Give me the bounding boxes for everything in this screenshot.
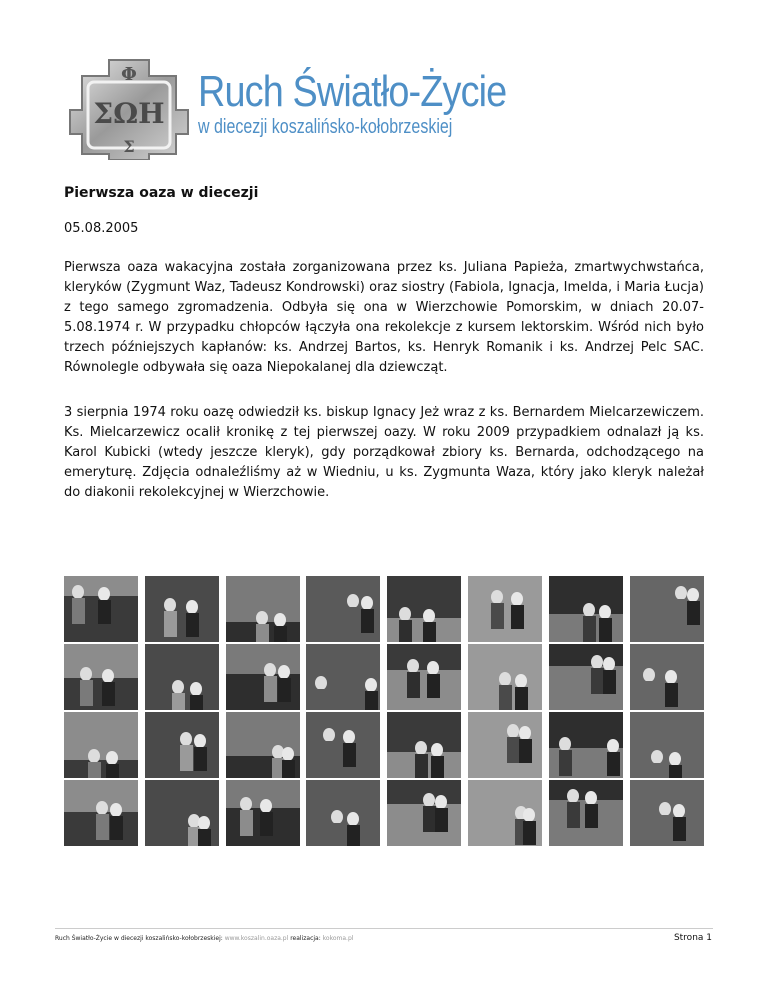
footer-site-name: Ruch Światło-Życie w diecezji koszalińsko-kołobrzeskiej: [55, 935, 223, 942]
article-title: Pierwsza oaza w diecezji [64, 185, 259, 201]
gallery-photo[interactable] [630, 576, 704, 642]
gallery-photo[interactable] [64, 712, 138, 778]
footer-credit-link[interactable]: kokoma.pl [322, 935, 354, 942]
brand-block [198, 67, 557, 138]
gallery-photo[interactable] [387, 780, 461, 846]
gallery-photo[interactable] [630, 780, 704, 846]
gallery-photo[interactable] [387, 644, 461, 710]
brand-title[interactable]: Ruch Światło-Życie [198, 67, 507, 116]
svg-text:ΣΩΗ: ΣΩΗ [93, 97, 165, 130]
gallery-photo[interactable] [549, 644, 623, 710]
footer-site-link[interactable]: www.koszalin.oaza.pl [224, 935, 289, 942]
gallery-photo[interactable] [549, 576, 623, 642]
article-paragraph: 3 sierpnia 1974 roku oazę odwiedził ks. biskup Ignacy Jeż wraz z ks. Bernardem Mielcarzewiczem. Ks. Mielcarzewicz ocalił kronikę z tej pierwszej oazy. W roku 2009 przypadkiem odnalazł ją ks. Karol Kubicki (wtedy jeszcze kleryk), gdy porządkował zbiory ks. Bernarda, odchodzącego na emeryturę. Zdjęcia odnaleźliśmy aż w Wiedniu, u ks. Zygmunta Waza, który jako kleryk należał do diakonii rekolekcyjnej w Wierzchowie. [64, 405, 704, 500]
page-number: Strona 1 [673, 933, 712, 943]
brand-subtitle: w diecezji koszalińsko-kołobrzeskiej [198, 116, 453, 138]
svg-text:Σ: Σ [123, 137, 135, 156]
gallery-photo[interactable] [468, 712, 542, 778]
gallery-photo[interactable] [306, 644, 380, 710]
gallery-photo[interactable] [145, 780, 219, 846]
footer-credit-label: realizacja: [290, 935, 321, 942]
gallery-photo[interactable] [64, 780, 138, 846]
gallery-photo[interactable] [468, 780, 542, 846]
gallery-photo[interactable] [226, 576, 300, 642]
gallery-photo[interactable] [387, 576, 461, 642]
gallery-photo[interactable] [306, 780, 380, 846]
gallery-photo[interactable] [630, 712, 704, 778]
gallery-photo[interactable] [145, 712, 219, 778]
article-paragraph: Pierwsza oaza wakacyjna została zorganizowana przez ks. Juliana Papieża, zmartwychwstańca, kleryków (Zygmunt Waz, Tadeusz Kondrowski) oraz siostry (Fabiola, Ignacja, Imelda, i Maria Łucja) z tego samego zgromadzenia. Odbyła się ona w Wierzchowie Pomorskim, w dniach 20.07-5.08.1974 r. W przypadku chłopców łączyła ona rekolekcje z kursem lektorskim. Wśród nich było trzech późniejszych kapłanów: ks. Andrzej Bartos, ks. Henryk Romanik i ks. Andrzej Pelc SAC. Równolegle odbywała się oaza Niepokalanej dla dziewcząt. [64, 260, 704, 375]
gallery-photo[interactable] [387, 712, 461, 778]
movement-logo[interactable] [64, 56, 194, 160]
photo-gallery [64, 576, 704, 846]
footer-info [55, 935, 353, 942]
gallery-photo[interactable] [630, 644, 704, 710]
gallery-photo[interactable] [306, 712, 380, 778]
gallery-photo[interactable] [145, 644, 219, 710]
gallery-photo[interactable] [64, 644, 138, 710]
gallery-photo[interactable] [468, 644, 542, 710]
gallery-photo[interactable] [64, 576, 138, 642]
gallery-photo[interactable] [226, 780, 300, 846]
gallery-photo[interactable] [468, 576, 542, 642]
gallery-photo[interactable] [226, 644, 300, 710]
article-date: 05.08.2005 [64, 221, 139, 236]
gallery-photo[interactable] [226, 712, 300, 778]
gallery-photo[interactable] [549, 780, 623, 846]
footer-divider [55, 928, 713, 929]
gallery-photo[interactable] [306, 576, 380, 642]
gallery-photo[interactable] [549, 712, 623, 778]
svg-text:Φ: Φ [121, 64, 137, 85]
gallery-photo[interactable] [145, 576, 219, 642]
